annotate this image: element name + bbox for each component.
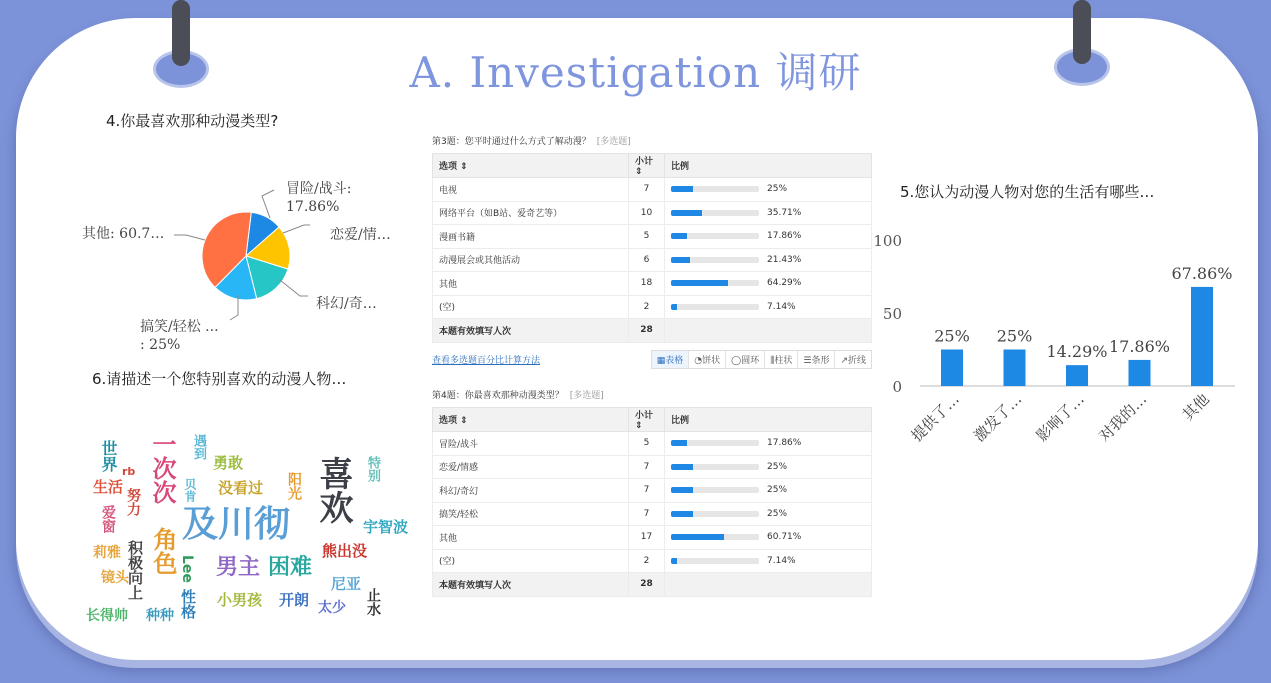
x-tick-label: 提供了… — [907, 390, 963, 446]
word-cloud-item: 种种 — [146, 608, 174, 624]
option-cell: 漫画书籍 — [433, 225, 629, 249]
pie-label-other: 其他: 60.7… — [82, 226, 165, 242]
bar — [1129, 360, 1151, 386]
ratio-bar-track — [671, 511, 759, 517]
ratio-bar-track — [671, 280, 759, 286]
word-cloud-item: 尼亚 — [331, 575, 362, 593]
option-cell: 搞笑/轻松 — [433, 502, 629, 526]
word-cloud-item: 止水 — [365, 588, 381, 616]
x-tick-label: 对我的… — [1095, 390, 1151, 446]
ratio-cell — [665, 272, 872, 296]
pie-label-adventure: 冒险/战斗: 17.86% — [286, 181, 352, 215]
table-row — [433, 201, 872, 225]
word-cloud-item: 开朗 — [279, 591, 310, 609]
calc-method-link[interactable]: 查看多选题百分比计算方法 — [432, 355, 541, 366]
pie-leader-2 — [283, 225, 310, 233]
ratio-bar-track — [671, 534, 759, 540]
word-cloud-item: 阳光 — [286, 472, 302, 500]
count-cell: 18 — [629, 272, 665, 296]
option-cell: 其他 — [433, 272, 629, 296]
x-tick-label: 其他 — [1178, 390, 1213, 425]
word-cloud-item: 世界 — [99, 440, 118, 472]
bar — [1004, 350, 1026, 387]
table-row — [433, 178, 872, 202]
bar-value-label: 25% — [934, 326, 970, 346]
table-row — [433, 225, 872, 249]
q5-chart-title: 5.您认为动漫人物对您的生活有哪些… — [900, 183, 1155, 201]
word-cloud-item: 困难 — [268, 555, 313, 580]
ratio-label: 21.43% — [767, 254, 802, 265]
word-cloud-item: 积极向上 — [126, 540, 144, 600]
word-cloud-item: 小男孩 — [217, 591, 263, 609]
table-row — [433, 295, 872, 319]
ratio-cell — [665, 201, 872, 225]
table-row — [433, 432, 872, 456]
ratio-bar-fill — [671, 304, 677, 310]
bar — [1066, 365, 1088, 386]
column-header-count[interactable]: 小计 ⇕ — [629, 154, 665, 178]
ratio-label: 35.71% — [767, 207, 802, 218]
bar-value-label: 17.86% — [1108, 336, 1171, 356]
survey-q3 — [432, 134, 872, 369]
ratio-cell — [665, 502, 872, 526]
ratio-cell — [665, 526, 872, 550]
table-row — [433, 455, 872, 479]
table-row — [433, 272, 872, 296]
ratio-label: 25% — [767, 485, 788, 496]
column-header-ratio: 比例 — [665, 154, 872, 178]
column-header-count[interactable]: 小计 ⇕ — [629, 408, 665, 432]
ratio-bar-fill — [671, 233, 687, 239]
x-tick-label: 影响了… — [1032, 390, 1088, 446]
slide-title: A. Investigation 调研 — [409, 48, 862, 97]
word-cloud-item: 镜头 — [101, 570, 129, 586]
word-cloud-item: 太少 — [318, 600, 346, 616]
survey-q4-table — [432, 407, 872, 597]
option-cell: 网络平台（如B站、爱奇艺等） — [433, 201, 629, 225]
count-cell: 5 — [629, 225, 665, 249]
pie-leader-1 — [262, 190, 274, 218]
word-cloud-item: 没看过 — [218, 479, 264, 497]
ratio-bar-fill — [671, 257, 690, 263]
bar-value-label: 67.86% — [1171, 263, 1233, 283]
y-tick-label: 0 — [892, 378, 902, 396]
ratio-cell — [665, 479, 872, 503]
ratio-bar-track — [671, 233, 759, 239]
chart-type-switcher — [651, 350, 872, 369]
count-cell: 7 — [629, 479, 665, 503]
bar-value-label: 25% — [996, 326, 1033, 346]
option-cell: 科幻/奇幻 — [433, 479, 629, 503]
table-row — [433, 549, 872, 573]
ratio-bar-fill — [671, 487, 693, 493]
option-cell: 动漫展会或其他活动 — [433, 248, 629, 272]
ratio-label: 7.14% — [767, 555, 796, 566]
survey-q4-title: 第4题：你最喜欢那种动漫类型？ [多选题] — [432, 391, 604, 401]
word-cloud-item: Lee — [179, 555, 195, 583]
survey-q3-title: 第3题：您平时通过什么方式了解动漫？ [多选题] — [432, 137, 631, 147]
ratio-cell — [665, 455, 872, 479]
option-cell: 恋爱/情感 — [433, 455, 629, 479]
view-line-button[interactable]: ↗折线 — [834, 351, 871, 368]
ratio-label: 25% — [767, 508, 788, 519]
count-cell: 7 — [629, 178, 665, 202]
ratio-label: 64.29% — [767, 278, 802, 289]
count-cell: 7 — [629, 502, 665, 526]
count-cell: 6 — [629, 248, 665, 272]
ratio-bar-fill — [671, 464, 693, 470]
pie-chart — [78, 110, 408, 355]
option-cell: 冒险/战斗 — [433, 432, 629, 456]
view-pie-button[interactable]: ◔饼状 — [688, 351, 725, 368]
count-cell: 2 — [629, 295, 665, 319]
ratio-bar-fill — [671, 558, 677, 564]
ratio-bar-fill — [671, 440, 687, 446]
table-row — [433, 248, 872, 272]
ratio-bar-fill — [671, 210, 702, 216]
ratio-cell — [665, 295, 872, 319]
survey-q3-table — [432, 153, 872, 343]
pie-label-comedy: 搞笑/轻松 ... : 25% — [140, 319, 219, 353]
ratio-bar-fill — [671, 280, 728, 286]
column-header-ratio: 比例 — [665, 408, 872, 432]
ratio-bar-track — [671, 257, 759, 263]
count-cell: 2 — [629, 549, 665, 573]
ratio-bar-track — [671, 558, 759, 564]
view-bar-button[interactable]: ☰条形 — [797, 351, 834, 368]
view-table-button[interactable]: ▦表格 — [652, 351, 689, 368]
word-cloud-item: 特别 — [365, 456, 380, 482]
option-cell: (空) — [433, 295, 629, 319]
count-cell: 10 — [629, 201, 665, 225]
word-cloud-item: 遇到 — [191, 434, 206, 460]
word-cloud-item: 生活 — [93, 478, 124, 496]
pie-leader-3 — [280, 280, 308, 296]
table-row — [433, 502, 872, 526]
word-cloud-item: 努力 — [125, 488, 141, 516]
option-cell: 电视 — [433, 178, 629, 202]
ratio-bar-track — [671, 186, 759, 192]
survey-q4 — [432, 388, 872, 597]
word-cloud-item: 爱窗 — [100, 505, 116, 533]
word-cloud-item: 宇智波 — [363, 518, 409, 536]
option-cell: (空) — [433, 549, 629, 573]
bar — [1191, 287, 1213, 386]
word-cloud-item: 莉雅 — [93, 545, 121, 561]
bar-chart — [862, 225, 1242, 465]
ratio-label: 25% — [767, 461, 788, 472]
ratio-cell — [665, 178, 872, 202]
count-cell: 17 — [629, 526, 665, 550]
ratio-bar-fill — [671, 186, 693, 192]
x-tick-label: 激发了… — [970, 390, 1026, 446]
column-header-option[interactable]: 选项 ⇕ — [433, 408, 629, 432]
ratio-bar-track — [671, 210, 759, 216]
column-header-option[interactable]: 选项 ⇕ — [433, 154, 629, 178]
table-row — [433, 479, 872, 503]
word-cloud-item: 一次次 — [148, 432, 176, 504]
ratio-label: 17.86% — [767, 231, 802, 242]
ratio-bar-track — [671, 304, 759, 310]
word-cloud-item: rb — [122, 465, 136, 478]
q6-title: 6.请描述一个您特别喜欢的动漫人物… — [92, 370, 347, 388]
ratio-label: 60.71% — [767, 532, 802, 543]
table-row — [433, 526, 872, 550]
ratio-cell — [665, 432, 872, 456]
survey-q3-toolbar — [432, 350, 872, 369]
pie-leader-5 — [174, 235, 205, 240]
y-tick-label: 100 — [873, 232, 902, 250]
count-cell: 5 — [629, 432, 665, 456]
word-cloud-item: 及川彻 — [182, 504, 291, 545]
word-cloud-item: 熊出没 — [322, 542, 368, 560]
word-cloud-item: 勇敢 — [213, 454, 244, 472]
word-cloud-item: 性格 — [179, 589, 197, 619]
word-cloud-item: 长得帅 — [86, 608, 128, 624]
ratio-bar-track — [671, 440, 759, 446]
ratio-cell — [665, 225, 872, 249]
view-donut-button[interactable]: ◯圆环 — [725, 351, 764, 368]
ratio-bar-fill — [671, 511, 693, 517]
view-column-button[interactable]: ⫼柱状 — [764, 351, 797, 368]
bar — [941, 350, 963, 387]
ratio-cell — [665, 549, 872, 573]
ratio-bar-track — [671, 464, 759, 470]
y-tick-label: 50 — [882, 305, 902, 323]
table-total-row: 本题有效填写人次 28 — [433, 319, 872, 343]
word-cloud-item: 贝肯 — [183, 478, 197, 502]
ratio-label: 25% — [767, 184, 788, 195]
word-cloud-item: 喜欢 — [313, 456, 353, 524]
pie-label-romance: 恋爱/情… — [330, 227, 391, 243]
ratio-cell — [665, 248, 872, 272]
word-cloud-item: 角色 — [149, 527, 177, 575]
ratio-bar-fill — [671, 534, 724, 540]
count-cell: 7 — [629, 455, 665, 479]
ratio-bar-track — [671, 487, 759, 493]
word-cloud-item: 男主 — [216, 555, 261, 580]
table-total-row: 本题有效填写人次 28 — [433, 573, 872, 597]
pie-label-scifi: 科幻/奇… — [316, 296, 377, 312]
bar-value-label: 14.29% — [1046, 342, 1108, 362]
q4-chart-title: 4.你最喜欢那种动漫类型? — [106, 112, 279, 130]
option-cell: 其他 — [433, 526, 629, 550]
ratio-label: 7.14% — [767, 301, 796, 312]
ratio-label: 17.86% — [767, 438, 802, 449]
